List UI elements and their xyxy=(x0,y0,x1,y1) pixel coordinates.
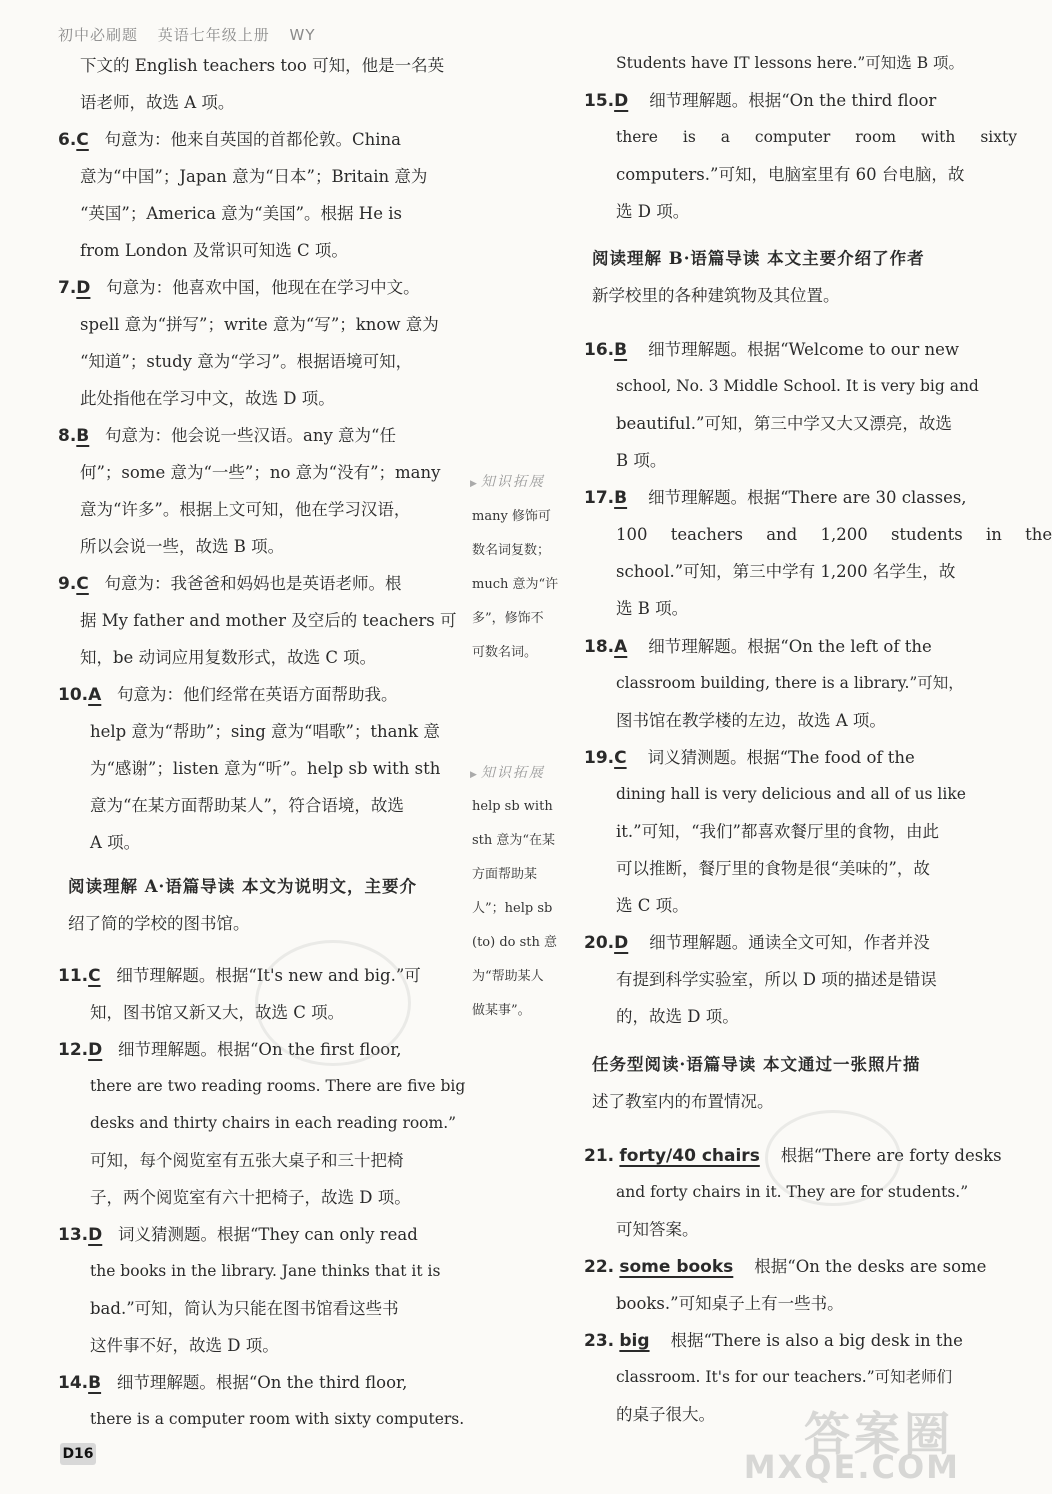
knowledge-extension-heading: ▶ 知识拓展 xyxy=(470,471,545,491)
question-8: 8.B 句意为：他会说一些汉语。any 意为“任 xyxy=(58,426,396,446)
side-note-line: much 意为“许 xyxy=(472,577,559,592)
faint-stamp-mark xyxy=(765,1110,901,1206)
text-line: bad.”可知，简认为只能在图书馆看这些书 xyxy=(90,1299,399,1318)
text-line: 图书馆在教学楼的左边，故选 A 项。 xyxy=(616,711,886,730)
text-line: 知，be 动词应用复数形式，故选 C 项。 xyxy=(80,648,377,667)
question-19: 19.C 词义猜测题。根据“The food of the xyxy=(584,748,915,768)
text-line: 意为“许多”。根据上文可知，他在学习汉语， xyxy=(80,500,411,519)
text-line: there are two reading rooms. There are five big xyxy=(90,1077,466,1095)
text-line: A 项。 xyxy=(90,833,141,852)
text-line: 意为“中国”；Japan 意为“日本”；Britain 意为 xyxy=(80,167,428,186)
text-line: 的，故选 D 项。 xyxy=(616,1007,739,1026)
text-line: 为“感谢”；listen 意为“听”。help sb with sth xyxy=(90,759,441,778)
section-heading-task-reading: 任务型阅读·语篇导读 本文通过一张照片描 xyxy=(592,1055,921,1074)
text-line: 据 My father and mother 及空后的 teachers 可 xyxy=(80,611,457,630)
side-note-line: 方面帮助某 xyxy=(472,867,538,882)
text-line: dining hall is very delicious and all of us like xyxy=(616,785,966,803)
text-line: 选 D 项。 xyxy=(616,202,690,221)
text-line: 何”；some 意为“一些”；no 意为“没有”；many xyxy=(80,463,441,482)
side-note-line: help sb with xyxy=(472,799,553,814)
text-line: 子，两个阅览室有六十把椅子，故选 D 项。 xyxy=(90,1188,411,1207)
right-column xyxy=(582,0,1052,1494)
text-line: 下文的 English teachers too 可知，他是一名英 xyxy=(80,56,445,75)
text-line: 选 B 项。 xyxy=(616,599,689,618)
text-line: the books in the library. Jane thinks that it is xyxy=(90,1262,441,1280)
side-note-line: 多”，修饰不 xyxy=(472,611,544,626)
question-21: 21. forty/40 chairs 根据“There are forty desks xyxy=(584,1146,1002,1166)
question-11: 11.C 细节理解题。根据“It's new and big.”可 xyxy=(58,966,421,986)
text-line: 此处指他在学习中文，故选 D 项。 xyxy=(80,389,335,408)
question-6: 6.C 句意为：他来自英国的首都伦敦。China xyxy=(58,130,402,150)
text-line: help 意为“帮助”；sing 意为“唱歌”；thank 意 xyxy=(90,722,440,741)
knowledge-extension-heading: ▶ 知识拓展 xyxy=(470,762,545,782)
text-line: 知，图书馆又新又大，故选 C 项。 xyxy=(90,1003,345,1022)
section-heading-reading-a: 阅读理解 A·语篇导读 本文为说明文，主要介 xyxy=(68,877,418,896)
text-line: desks and thirty chairs in each reading room.” xyxy=(90,1114,457,1132)
text-line: beautiful.”可知，第三中学又大又漂亮，故选 xyxy=(616,414,952,433)
question-9: 9.C 句意为：我爸爸和妈妈也是英语老师。根 xyxy=(58,574,402,594)
text-line: 新学校里的各种建筑物及其位置。 xyxy=(592,286,840,305)
page-number: D16 xyxy=(60,1443,96,1465)
watermark-url: MXQE.COM xyxy=(743,1448,960,1486)
text-line: school, No. 3 Middle School. It is very big and xyxy=(616,377,979,395)
text-line: B 项。 xyxy=(616,451,667,470)
question-16: 16.B 细节理解题。根据“Welcome to our new xyxy=(584,340,960,360)
text-line: 可知答案。 xyxy=(616,1220,699,1239)
text-line: computers.”可知，电脑室里有 60 台电脑，故 xyxy=(616,165,965,184)
question-23: 23. big 根据“There is also a big desk in the xyxy=(584,1331,963,1351)
watermark-logo-text: 答案圈 xyxy=(804,1407,954,1461)
side-note-line: (to) do sth 意 xyxy=(472,935,558,950)
question-20: 20.D 细节理解题。通读全文可知，作者并没 xyxy=(584,933,930,953)
text-line: 选 C 项。 xyxy=(616,896,689,915)
text-line: classroom building, there is a library.”可知， xyxy=(616,674,964,692)
question-13: 13.D 词义猜测题。根据“They can only read xyxy=(58,1225,418,1245)
question-17: 17.B 细节理解题。根据“There are 30 classes, xyxy=(584,488,967,508)
text-line: 绍了简的学校的图书馆。 xyxy=(68,914,250,933)
text-line: 语老师，故选 A 项。 xyxy=(80,93,235,112)
text-line: 意为“在某方面帮助某人”，符合语境，故选 xyxy=(90,796,404,815)
side-note-line: many 修饰可 xyxy=(472,509,551,524)
text-line: books.”可知桌子上有一些书。 xyxy=(616,1294,844,1313)
question-7: 7.D 句意为：他喜欢中国，他现在在学习中文。 xyxy=(58,278,420,298)
text-line: there is a computer room with sixty computers. xyxy=(90,1410,465,1428)
side-note-line: 人”；help sb xyxy=(472,901,553,916)
side-note-line: 数名词复数； xyxy=(472,543,551,558)
text-line: and forty chairs in it. They are for students.” xyxy=(616,1183,969,1201)
question-15: 15.D 细节理解题。根据“On the third floor xyxy=(584,91,937,111)
text-line: 所以会说一些，故选 B 项。 xyxy=(80,537,285,556)
faint-stamp-mark xyxy=(255,940,411,1066)
text-line: school.”可知，第三中学有 1,200 名学生，故 xyxy=(616,562,956,581)
text-line: from London 及常识可知选 C 项。 xyxy=(80,241,348,260)
side-note-line: 为“帮助某人 xyxy=(472,969,544,984)
side-note-line: sth 意为“在某 xyxy=(472,833,556,848)
text-line: there is a computer room with sixty xyxy=(616,128,1017,146)
question-14: 14.B 细节理解题。根据“On the third floor, xyxy=(58,1373,408,1393)
text-line: 这件事不好，故选 D 项。 xyxy=(90,1336,279,1355)
text-line: spell 意为“拼写”；write 意为“写”；know 意为 xyxy=(80,315,439,334)
question-10: 10.A 句意为：他们经常在英语方面帮助我。 xyxy=(58,685,398,705)
text-line: 的桌子很大。 xyxy=(616,1405,715,1424)
site-watermark xyxy=(743,1398,968,1488)
text-line: classroom. It's for our teachers.”可知老师们 xyxy=(616,1368,953,1386)
side-note-line: 做某事”。 xyxy=(472,1003,531,1018)
text-line: 可以推断，餐厅里的食物是很“美味的”，故 xyxy=(616,859,930,878)
text-line: “知道”；study 意为“学习”。根据语境可知， xyxy=(80,352,413,371)
text-line: 述了教室内的布置情况。 xyxy=(592,1092,774,1111)
question-12: 12.D 细节理解题。根据“On the first floor, xyxy=(58,1040,402,1060)
text-line: 可知，每个阅览室有五张大桌子和三十把椅 xyxy=(90,1151,404,1170)
section-heading-reading-b: 阅读理解 B·语篇导读 本文主要介绍了作者 xyxy=(592,249,925,268)
text-line: it.”可知，“我们”都喜欢餐厅里的食物，由此 xyxy=(616,822,939,841)
text-line: 100 teachers and 1,200 students in the xyxy=(616,525,1052,544)
side-note-line: 可数名词。 xyxy=(472,645,538,660)
text-line: 有提到科学实验室，所以 D 项的描述是错误 xyxy=(616,970,937,989)
text-line: “英国”；America 意为“美国”。根据 He is xyxy=(80,204,402,223)
text-line: Students have IT lessons here.”可知选 B 项。 xyxy=(616,54,965,72)
question-18: 18.A 细节理解题。根据“On the left of the xyxy=(584,637,932,657)
question-22: 22. some books 根据“On the desks are some xyxy=(584,1257,987,1277)
page-header: 初中必刷题 英语七年级上册 WY xyxy=(58,26,316,44)
